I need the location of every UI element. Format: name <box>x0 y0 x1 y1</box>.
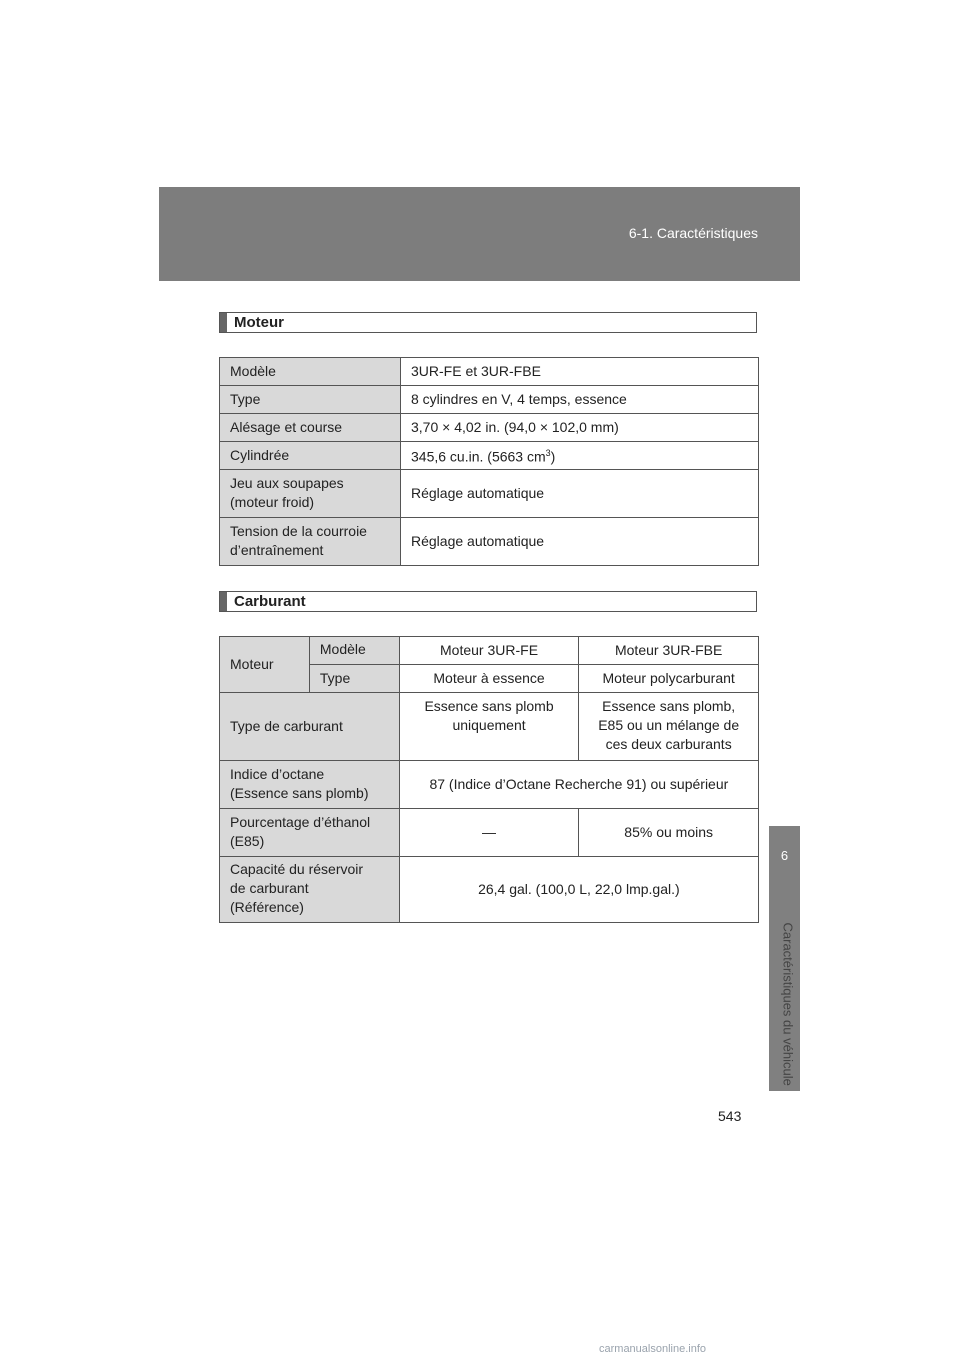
heading-bar <box>220 313 227 332</box>
row-label: Modèle <box>220 358 401 386</box>
fuel-type-value <box>579 693 759 761</box>
type-value: Moteur à essence <box>399 665 579 693</box>
row-label-line: de carburant <box>230 880 309 896</box>
row-value: Réglage automatique <box>401 518 759 566</box>
displacement-superscript: 3 <box>545 448 551 459</box>
row-label-line: Jeu aux soupapes <box>230 475 344 491</box>
row-label: Type <box>220 386 401 414</box>
model-label: Modèle <box>309 637 399 665</box>
cell-line: E85 ou un mélange de <box>598 717 740 733</box>
row-label: Cylindrée <box>220 442 401 470</box>
row-value: Réglage automatique <box>401 470 759 518</box>
model-value: Moteur 3UR-FBE <box>579 637 759 665</box>
ethanol-label <box>220 809 400 857</box>
watermark: carmanualsonline.info <box>599 1343 707 1355</box>
fuel-heading <box>219 591 757 612</box>
table-row <box>220 809 759 857</box>
fuel-type-label: Type de carburant <box>220 693 400 761</box>
octane-value: 87 (Indice d’Octane Recherche 91) ou supérieur <box>399 761 758 809</box>
row-label-line: (Référence) <box>230 899 304 915</box>
heading-bar <box>220 592 227 611</box>
fuel-type-value <box>399 693 579 761</box>
table-row <box>220 442 759 470</box>
engine-label: Moteur <box>220 637 310 693</box>
chapter-label: Caractéristiques du véhicule <box>780 922 796 1086</box>
row-label-line: (E85) <box>230 833 265 849</box>
table-row <box>220 414 759 442</box>
row-label <box>220 470 401 518</box>
row-label-line: d’entraînement <box>230 542 324 558</box>
cell-line: uniquement <box>452 717 526 733</box>
table-row <box>220 470 759 518</box>
row-value: 8 cylindres en V, 4 temps, essence <box>401 386 759 414</box>
row-label-line: (Essence sans plomb) <box>230 785 369 801</box>
row-label: Alésage et course <box>220 414 401 442</box>
row-value: 3UR-FE et 3UR-FBE <box>401 358 759 386</box>
fuel-heading-text: Carburant <box>234 593 306 610</box>
model-value: Moteur 3UR-FE <box>399 637 579 665</box>
table-row <box>220 358 759 386</box>
table-row <box>220 386 759 414</box>
type-label: Type <box>309 665 399 693</box>
chapter-number: 6 <box>780 848 789 863</box>
table-row <box>220 518 759 566</box>
table-row <box>220 761 759 809</box>
row-label-line: Pourcentage d’éthanol <box>230 814 371 830</box>
section-title: 6-1. Caractéristiques <box>628 225 758 241</box>
cell-line: Essence sans plomb, <box>602 698 736 714</box>
ethanol-value: — <box>399 809 579 857</box>
engine-spec-table <box>219 357 759 566</box>
header-band <box>159 187 800 281</box>
engine-heading-text: Moteur <box>234 314 284 331</box>
displacement-value-end: ) <box>550 448 556 465</box>
octane-label <box>220 761 400 809</box>
cell-line: ces deux carburants <box>605 736 732 752</box>
row-value <box>401 442 759 470</box>
capacity-value: 26,4 gal. (100,0 L, 22,0 lmp.gal.) <box>399 857 758 923</box>
page-number: 543 <box>718 1108 742 1124</box>
displacement-value: 345,6 cu.in. (5663 cm <box>411 448 546 465</box>
row-label-line: Indice d’octane <box>230 766 325 782</box>
row-label-line: (moteur froid) <box>230 494 315 510</box>
ethanol-value: 85% ou moins <box>579 809 759 857</box>
engine-heading <box>219 312 757 333</box>
row-label-line: Capacité du réservoir <box>230 861 364 877</box>
row-label <box>220 518 401 566</box>
table-row <box>220 637 759 665</box>
table-row <box>220 857 759 923</box>
type-value: Moteur polycarburant <box>579 665 759 693</box>
row-value: 3,70 × 4,02 in. (94,0 × 102,0 mm) <box>401 414 759 442</box>
table-row <box>220 693 759 761</box>
row-label-line: Tension de la courroie <box>230 523 367 539</box>
capacity-label <box>220 857 400 923</box>
cell-line: Essence sans plomb <box>424 698 554 714</box>
fuel-spec-table <box>219 636 759 923</box>
